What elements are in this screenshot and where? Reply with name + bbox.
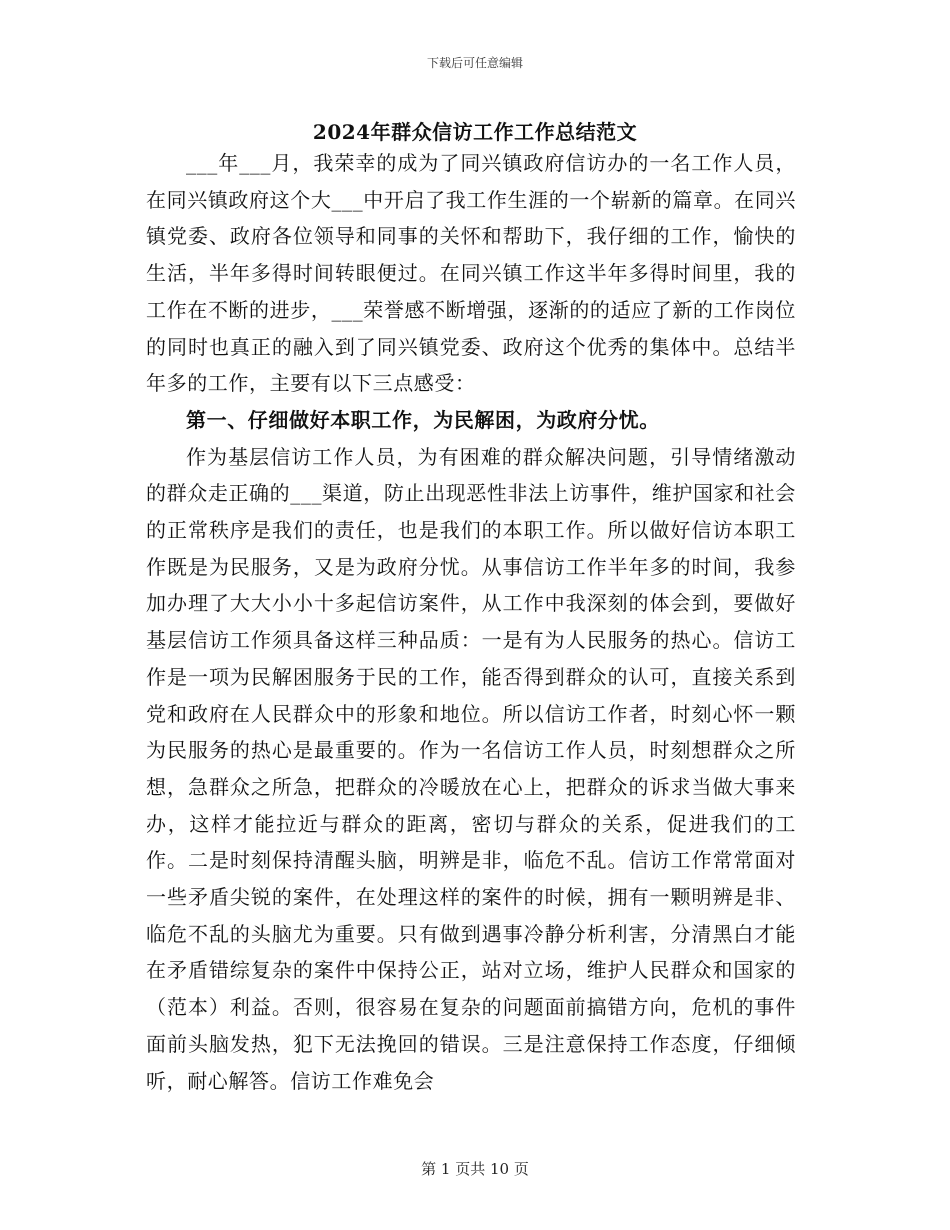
section-heading-1: 第一、仔细做好本职工作，为民解困，为政府分忧。: [186, 407, 660, 432]
paragraph-section-1: 作为基层信访工作人员，为有困难的群众解决问题，引导情绪激动的群众走正确的___渠道，防止出现恶性非法上访事件，维护国家和社会的正常秩序是我们的责任，也是我们的本职工作。所以做好信访本职工作既是为民服务，又是为政府分忧。从事信访工作半年多的时间，我参加办理了大大小小十多起信访案件，从工作中我深刻的体会到，要做好基层信访工作须具备这样三种品质：一是有为人民服务的热心。信访工作是一项为民解困服务于民的工作，能否得到群众的认可，直接关系到党和政府在人民群众中的形象和地位。所以信访工作者，时刻心怀一颗为民服务的热心是最重要的。作为一名信访工作人员，时刻想群众之所想，急群众之所急，把群众的冷暖放在心上，把群众的诉求当做大事来办，这样才能拉近与群众的距离，密切与群众的关系，促进我们的工作。二是时刻保持清醒头脑，明辨是非，临危不乱。信访工作常常面对一些矛盾尖锐的案件，在处理这样的案件的时候，拥有一颗明辨是非、临危不乱的头脑尤为重要。只有做到遇事冷静分析利害，分清黑白才能在矛盾错综复杂的案件中保持公正，站对立场，维护人民群众和国家的（范本）利益。否则，很容易在复杂的问题面前搞错方向，危机的事件面前头脑发热，犯下无法挽回的错误。三是注意保持工作态度，仔细倾听，耐心解答。信访工作难免会: [146, 444, 796, 1093]
paragraph-intro: ___年___月，我荣幸的成为了同兴镇政府信访办的一名工作人员，在同兴镇政府这个大___中开启了我工作生涯的一个崭新的篇章。在同兴镇党委、政府各位领导和同事的关怀和帮助下，我仔细的工作，愉快的生活，半年多得时间转眼便过。在同兴镇工作这半年多得时间里，我的工作在不断的进步，___荣誉感不断增强，逐渐的的适应了新的工作岗位的同时也真正的融入到了同兴镇党委、政府这个优秀的集体中。总结半年多的工作，主要有以下三点感受：: [146, 151, 796, 396]
document-title: 2024年群众信访工作工作总结范文: [312, 120, 638, 144]
document-body: [146, 145, 796, 1099]
page-footer: 第 1 页共 10 页: [421, 1160, 529, 1178]
page-header: 下载后可任意编辑: [426, 56, 523, 70]
